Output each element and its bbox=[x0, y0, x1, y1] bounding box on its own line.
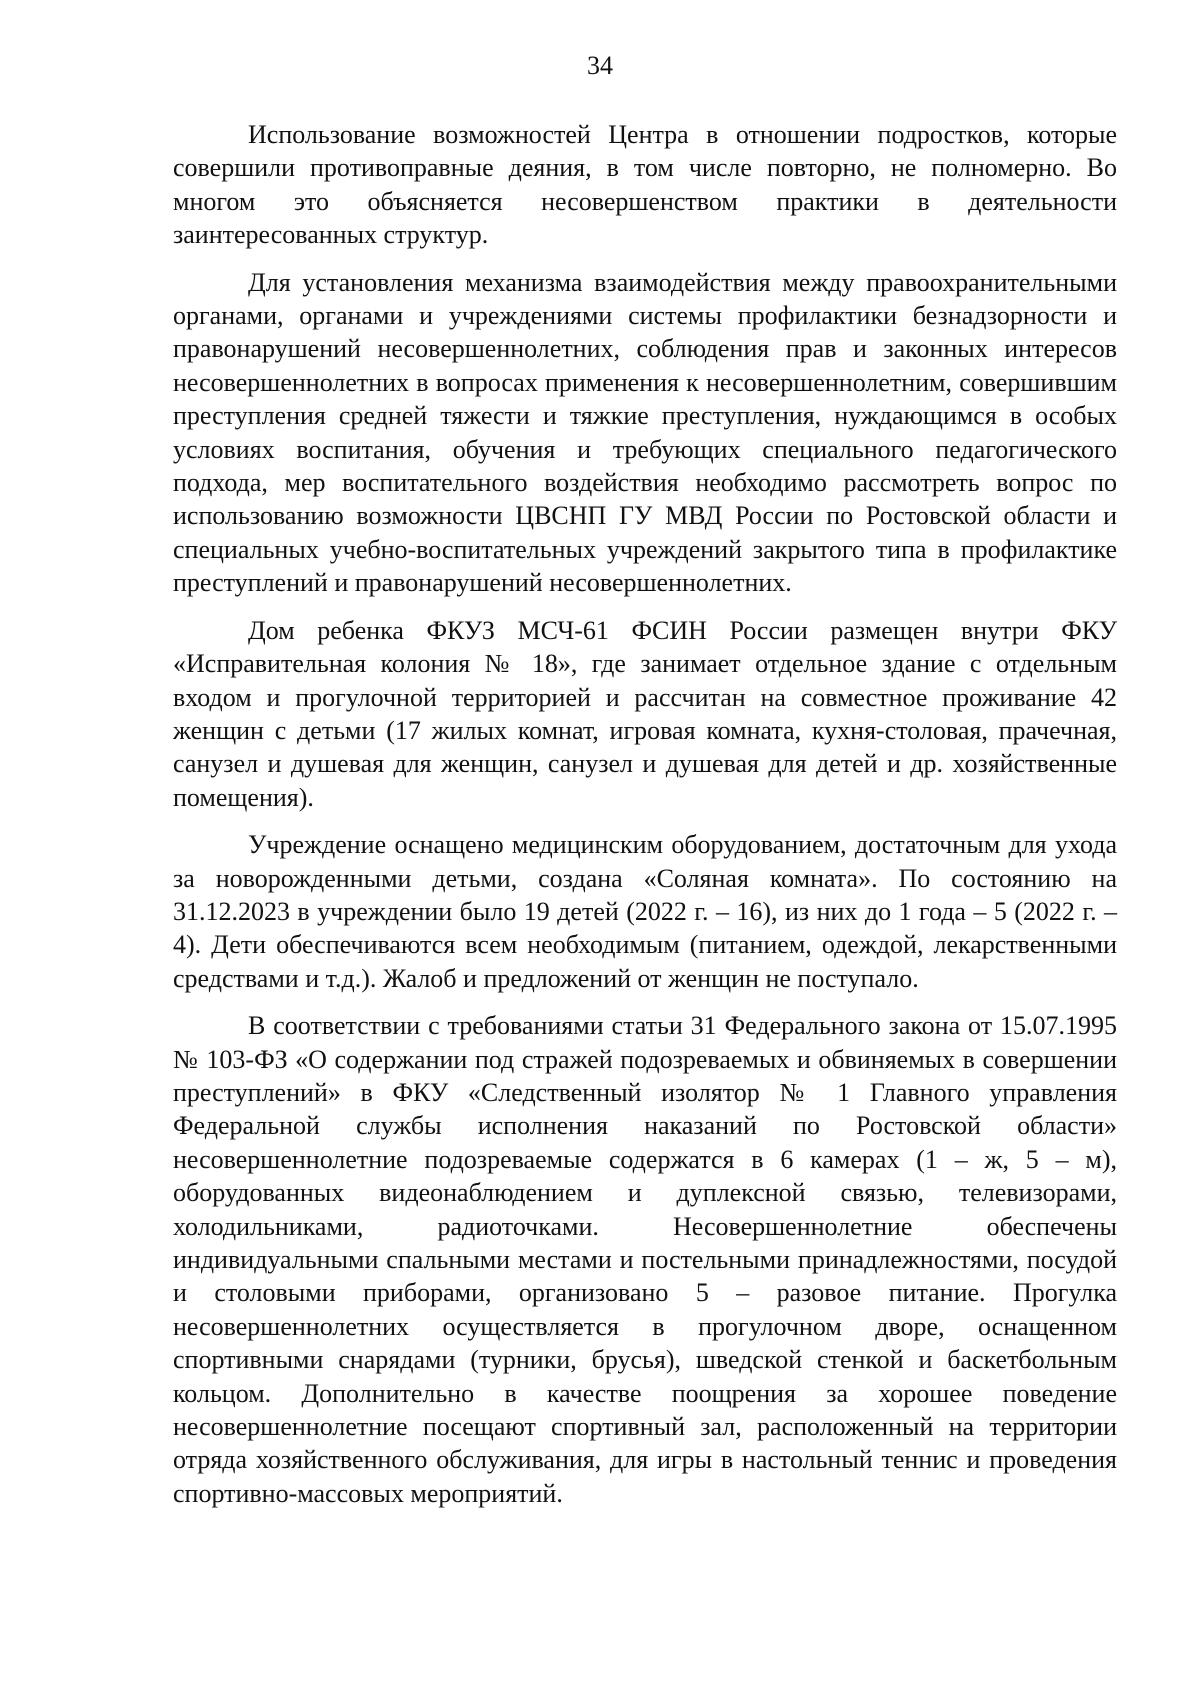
paragraph-5: В соответствии с требованиями статьи 31 Федерального закона от 15.07.1995 № 103-ФЗ «О содержании под стражей подозреваемых и обвиняемых в совершении преступлений» в ФКУ «Следственный изолятор № 1 Главного управления Федеральной службы исполнения наказаний по Ростовской области» несовершеннолетние подозреваемые содержатся в 6 камерах (1 – ж, 5 – м), оборудованных видеонаблюдением и дуплексной связью, телевизорами, холодильниками, радиоточками. Несовершеннолетние обеспечены индивидуальными спальными местами и постельными принадлежностями, посудой и столовыми приборами, организовано 5 – разовое питание. Прогулка несовершеннолетних осуществляется в прогулочном дворе, оснащенном спортивными снарядами (турники, брусья), шведской стенкой и баскетбольным кольцом. Дополнительно в качестве поощрения за хорошее поведение несовершеннолетние посещают спортивный зал, расположенный на территории отряда хозяйственного обслуживания, для игры в настольный теннис и проведения спортивно-массовых мероприятий. bbox=[173, 1011, 1117, 1508]
paragraph-4: Учреждение оснащено медицинским оборудованием, достаточным для ухода за новорожденными детьми, создана «Соляная комната». По состоянию на 31.12.2023 в учреждении было 19 детей (2022 г. – 16), из них до 1 года – 5 (2022 г. – 4). Дети обеспечиваются всем необходимым (питанием, одеждой, лекарственными средствами и т.д.). Жалоб и предложений от женщин не поступало. bbox=[173, 830, 1117, 993]
paragraph-3: Дом ребенка ФКУЗ МСЧ-61 ФСИН России размещен внутри ФКУ «Исправительная колония № 18», где занимает отдельное здание с отдельным входом и прогулочной территорией и рассчитан на совместное проживание 42 женщин с детьми (17 жилых комнат, игровая комната, кухня-столовая, прачечная, санузел и душевая для женщин, санузел и душевая для детей и др. хозяйственные помещения). bbox=[173, 615, 1117, 812]
paragraph-1: Использование возможностей Центра в отношении подростков, которые совершили противоправные деяния, в том числе повторно, не полномерно. Во многом это объясняется несовершенством практики в деятельности заинтересованных структур. bbox=[173, 120, 1117, 250]
document-body bbox=[173, 118, 1117, 1524]
page-number: 34 bbox=[587, 51, 613, 80]
paragraph-2: Для установления механизма взаимодействия между правоохранительными органами, органами и учреждениями системы профилактики безнадзорности и правонарушений несовершеннолетних, соблюдения прав и законных интересов несовершеннолетних в вопросах применения к несовершеннолетним, совершившим преступления средней тяжести и тяжкие преступления, нуждающимся в особых условиях воспитания, обучения и требующих специального педагогического подхода, мер воспитательного воздействия необходимо рассмотреть вопрос по использованию возможности ЦВСНП ГУ МВД России по Ростовской области и специальных учебно-воспитательных учреждений закрытого типа в профилактике преступлений и правонарушений несовершеннолетних. bbox=[173, 267, 1117, 598]
